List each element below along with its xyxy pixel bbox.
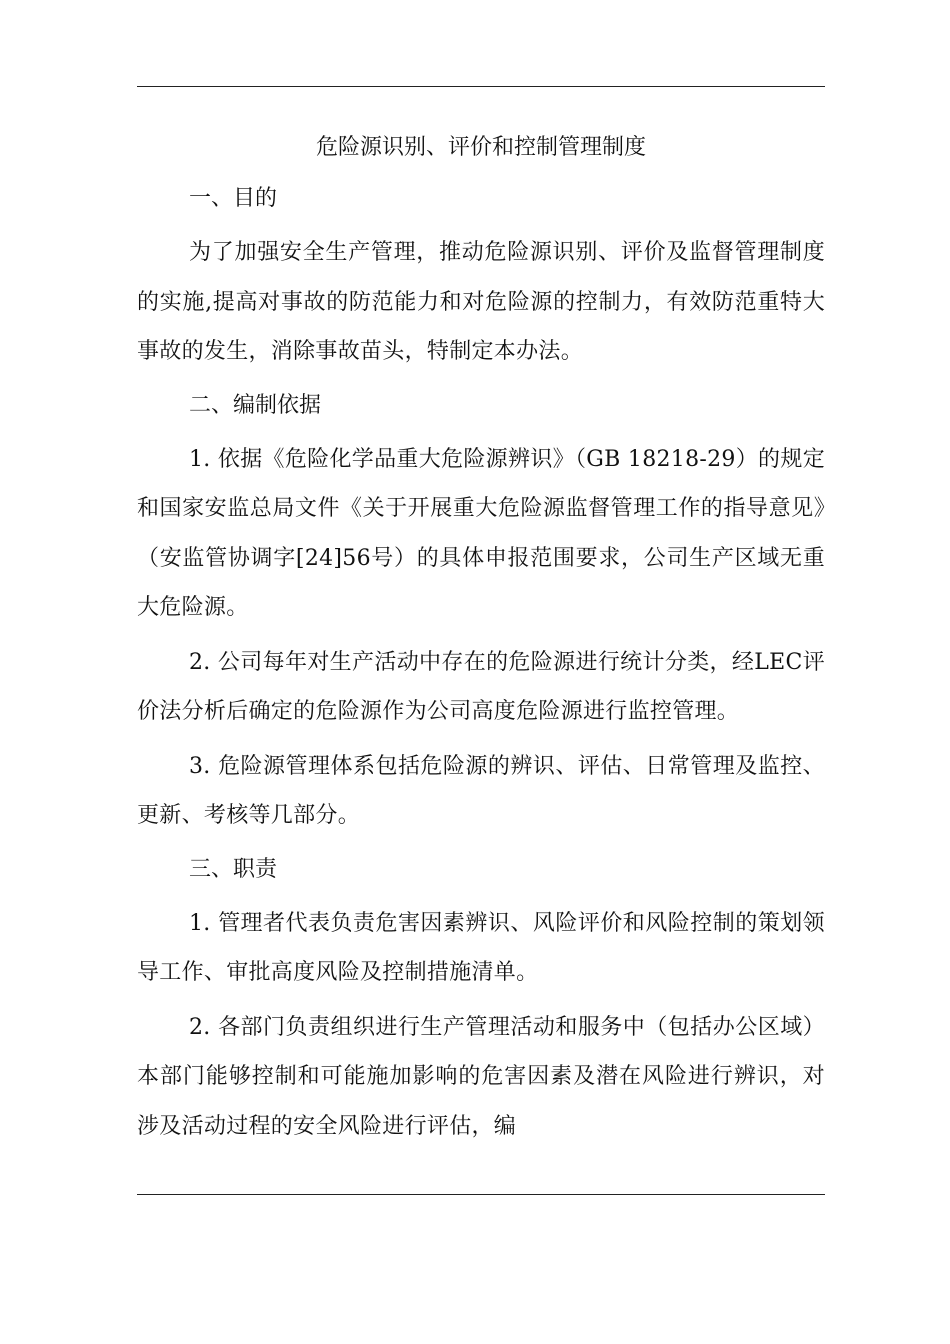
document-body	[137, 124, 825, 1156]
section-heading-purpose: 一、目的	[189, 186, 278, 211]
paragraph-duties-1: 1. 管理者代表负责危害因素辨识、风险评价和风险控制的策划领导工作、审批高度风险及控制措施清单。	[137, 910, 825, 985]
section-heading-duties: 三、职责	[189, 856, 278, 882]
paragraph-basis-1: 1. 依据《危险化学品重大危险源辨识》（GB 18218-29）的规定和国家安监总局文件《关于开展重大危险源监督管理工作的指导意见》（安监管协调字[24]56号）的具体申报范围要求，公司生产区域无重大危险源。	[137, 446, 825, 620]
header-rule	[137, 86, 825, 87]
footer-rule	[137, 1194, 825, 1195]
paragraph-purpose: 为了加强安全生产管理，推动危险源识别、评价及监督管理制度的实施,提高对事故的防范能力和对危险源的控制力，有效防范重特大事故的发生，消除事故苗头，特制定本办法。	[137, 240, 825, 364]
section-heading-basis: 二、编制依据	[189, 392, 322, 418]
paragraph-basis-2: 2. 公司每年对生产活动中存在的危险源进行统计分类，经LEC评价法分析后确定的危险源作为公司高度危险源进行监控管理。	[137, 649, 825, 724]
paragraph-basis-3: 3. 危险源管理体系包括危险源的辨识、评估、日常管理及监控、更新、考核等几部分。	[137, 753, 825, 828]
document-title: 危险源识别、评价和控制管理制度	[315, 135, 646, 160]
paragraph-duties-2: 2. 各部门负责组织进行生产管理活动和服务中（包括办公区域）本部门能够控制和可能施加影响的危害因素及潜在风险进行辨识，对涉及活动过程的安全风险进行评估，编	[137, 1014, 825, 1139]
